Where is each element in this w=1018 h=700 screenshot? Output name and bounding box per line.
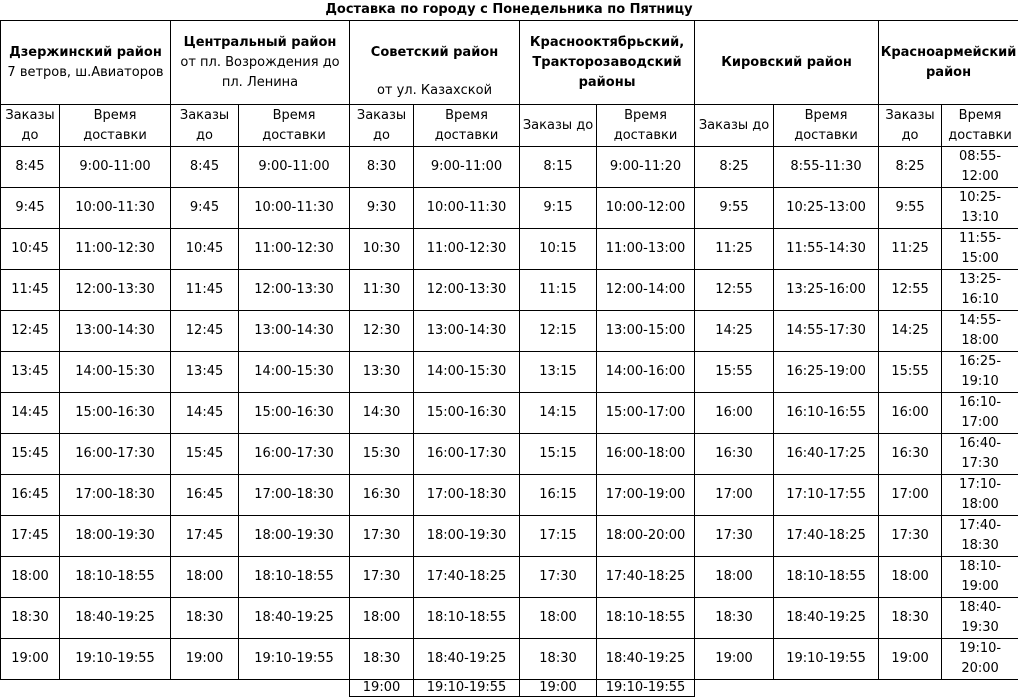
order-deadline-cell: 11:25 (695, 229, 774, 270)
delivery-schedule-table (0, 20, 1018, 697)
delivery-window-cell: 13:25-16:10 (942, 270, 1018, 311)
delivery-window-cell: 18:40-19:25 (239, 598, 350, 639)
order-deadline-cell: 9:55 (879, 188, 942, 229)
order-deadline-cell: 13:30 (350, 352, 414, 393)
delivery-window-cell: 14:00-15:30 (239, 352, 350, 393)
order-deadline-cell: 16:45 (1, 475, 60, 516)
delivery-window-cell: 17:00-19:00 (597, 475, 695, 516)
delivery-window-cell: 18:40-19:25 (774, 598, 879, 639)
order-deadline-cell: 12:55 (879, 270, 942, 311)
delivery-window-cell: 10:00-11:30 (239, 188, 350, 229)
delivery-window-cell: 08:55-12:00 (942, 147, 1018, 188)
delivery-window-cell: 12:00-13:30 (239, 270, 350, 311)
order-deadline-cell: 11:30 (350, 270, 414, 311)
delivery-window-cell: 11:00-12:30 (239, 229, 350, 270)
district-name: Красноармейский район (880, 44, 1017, 80)
order-deadline-cell: 9:55 (695, 188, 774, 229)
order-deadline-cell: 8:25 (695, 147, 774, 188)
delivery-window-cell: 12:00-14:00 (597, 270, 695, 311)
order-deadline-cell: 17:30 (879, 516, 942, 557)
empty-cell (1, 680, 350, 697)
delivery-window-cell: 10:25-13:00 (774, 188, 879, 229)
delivery-window-cell: 16:25-19:10 (942, 352, 1018, 393)
delivery-window-cell: 16:00-17:30 (60, 434, 171, 475)
delivery-window-cell: 16:40-17:25 (774, 434, 879, 475)
order-deadline-cell: 17:30 (520, 557, 597, 598)
order-deadline-cell: 17:30 (350, 557, 414, 598)
delivery-window-cell: 16:25-19:00 (774, 352, 879, 393)
delivery-window-cell: 19:10-19:55 (239, 639, 350, 680)
delivery-window-cell: 13:00-15:00 (597, 311, 695, 352)
delivery-window-cell: 18:10-18:55 (239, 557, 350, 598)
order-deadline-cell: 19:00 (350, 680, 414, 697)
order-deadline-cell: 10:45 (171, 229, 239, 270)
delivery-window-cell: 18:40-19:25 (597, 639, 695, 680)
delivery-window-cell: 13:00-14:30 (239, 311, 350, 352)
order-deadline-cell: 14:15 (520, 393, 597, 434)
delivery-window-cell: 9:00-11:20 (597, 147, 695, 188)
delivery-window-cell: 17:00-18:30 (239, 475, 350, 516)
order-deadline-cell: 16:45 (171, 475, 239, 516)
order-deadline-cell: 9:45 (1, 188, 60, 229)
delivery-window-cell: 16:10-16:55 (774, 393, 879, 434)
order-deadline-cell: 14:25 (695, 311, 774, 352)
delivery-window-cell: 8:55-11:30 (774, 147, 879, 188)
delivery-window-cell: 11:55-14:30 (774, 229, 879, 270)
order-deadline-cell: 16:30 (879, 434, 942, 475)
orders-until-header: Заказы до (879, 105, 942, 147)
delivery-time-header: Время доставки (60, 105, 171, 147)
delivery-window-cell: 17:40-18:25 (597, 557, 695, 598)
delivery-window-cell: 18:10-19:00 (942, 557, 1018, 598)
order-deadline-cell: 18:00 (171, 557, 239, 598)
order-deadline-cell: 13:45 (1, 352, 60, 393)
delivery-window-cell: 9:00-11:00 (414, 147, 520, 188)
district-header (171, 21, 350, 105)
order-deadline-cell: 9:45 (171, 188, 239, 229)
delivery-window-cell: 19:10-20:00 (942, 639, 1018, 680)
order-deadline-cell: 17:15 (520, 516, 597, 557)
order-deadline-cell: 13:15 (520, 352, 597, 393)
order-deadline-cell: 17:00 (695, 475, 774, 516)
delivery-time-header: Время доставки (414, 105, 520, 147)
order-deadline-cell: 15:15 (520, 434, 597, 475)
delivery-window-cell: 18:40-19:25 (60, 598, 171, 639)
schedule-body (1, 147, 1018, 697)
column-header-row (1, 105, 1018, 147)
order-deadline-cell: 16:00 (879, 393, 942, 434)
district-subtitle: 7 ветров, ш.Авиаторов (7, 64, 164, 80)
delivery-window-cell: 11:00-13:00 (597, 229, 695, 270)
delivery-window-cell: 16:00-17:30 (239, 434, 350, 475)
order-deadline-cell: 19:00 (520, 680, 597, 697)
order-deadline-cell: 16:30 (350, 475, 414, 516)
delivery-window-cell: 19:10-19:55 (414, 680, 520, 697)
order-deadline-cell: 17:00 (879, 475, 942, 516)
order-deadline-cell: 15:45 (1, 434, 60, 475)
delivery-window-cell: 16:40-17:30 (942, 434, 1018, 475)
orders-until-header: Заказы до (350, 105, 414, 147)
order-deadline-cell: 11:15 (520, 270, 597, 311)
delivery-window-cell: 10:00-11:30 (60, 188, 171, 229)
order-deadline-cell: 9:30 (350, 188, 414, 229)
delivery-window-cell: 15:00-16:30 (60, 393, 171, 434)
delivery-time-header: Время доставки (239, 105, 350, 147)
table-row (1, 270, 1018, 311)
order-deadline-cell: 19:00 (1, 639, 60, 680)
table-row (1, 311, 1018, 352)
delivery-window-cell: 18:10-18:55 (597, 598, 695, 639)
order-deadline-cell: 14:30 (350, 393, 414, 434)
district-name: Краснооктябрьский, Тракторозаводский районы (529, 34, 685, 90)
delivery-window-cell: 19:10-19:55 (60, 639, 171, 680)
delivery-time-header: Время доставки (774, 105, 879, 147)
order-deadline-cell: 17:45 (171, 516, 239, 557)
empty-cell (695, 680, 1018, 697)
table-row (1, 393, 1018, 434)
delivery-window-cell: 16:10-17:00 (942, 393, 1018, 434)
order-deadline-cell: 12:45 (1, 311, 60, 352)
table-row (1, 229, 1018, 270)
delivery-window-cell: 13:00-14:30 (60, 311, 171, 352)
district-name: Советский район (370, 45, 499, 60)
delivery-window-cell: 10:00-12:00 (597, 188, 695, 229)
delivery-window-cell: 13:25-16:00 (774, 270, 879, 311)
order-deadline-cell: 18:00 (879, 557, 942, 598)
district-name: Центральный район (183, 34, 337, 50)
order-deadline-cell: 17:30 (695, 516, 774, 557)
table-row (1, 475, 1018, 516)
delivery-window-cell: 17:40-18:25 (414, 557, 520, 598)
delivery-window-cell: 18:00-20:00 (597, 516, 695, 557)
delivery-window-cell: 9:00-11:00 (60, 147, 171, 188)
order-deadline-cell: 19:00 (171, 639, 239, 680)
district-header (520, 21, 695, 105)
delivery-time-header: Время доставки (942, 105, 1018, 147)
delivery-window-cell: 18:10-18:55 (60, 557, 171, 598)
table-row (1, 434, 1018, 475)
delivery-window-cell: 14:55-17:30 (774, 311, 879, 352)
table-row (1, 147, 1018, 188)
district-name: Дзержинский район (9, 44, 162, 60)
order-deadline-cell: 14:45 (1, 393, 60, 434)
order-deadline-cell: 18:30 (171, 598, 239, 639)
order-deadline-cell: 18:00 (695, 557, 774, 598)
delivery-window-cell: 9:00-11:00 (239, 147, 350, 188)
delivery-window-cell: 10:25-13:10 (942, 188, 1018, 229)
district-header (1, 21, 171, 105)
order-deadline-cell: 17:45 (1, 516, 60, 557)
delivery-window-cell: 11:55-15:00 (942, 229, 1018, 270)
district-subtitle: от пл. Возрождения до пл. Ленина (180, 54, 340, 90)
order-deadline-cell: 8:45 (171, 147, 239, 188)
order-deadline-cell: 13:45 (171, 352, 239, 393)
delivery-window-cell: 17:00-18:30 (60, 475, 171, 516)
district-header (350, 21, 520, 105)
delivery-window-cell: 14:55-18:00 (942, 311, 1018, 352)
order-deadline-cell: 17:30 (350, 516, 414, 557)
district-name: Кировский район (721, 54, 852, 70)
order-deadline-cell: 11:45 (1, 270, 60, 311)
delivery-window-cell: 17:10-18:00 (942, 475, 1018, 516)
order-deadline-cell: 18:00 (1, 557, 60, 598)
delivery-window-cell: 18:00-19:30 (414, 516, 520, 557)
page-title: Доставка по городу с Понедельника по Пятницу (325, 2, 693, 17)
order-deadline-cell: 18:30 (695, 598, 774, 639)
orders-until-header: Заказы до (1, 105, 60, 147)
district-header (695, 21, 879, 105)
delivery-window-cell: 15:00-16:30 (239, 393, 350, 434)
delivery-time-header: Время доставки (597, 105, 695, 147)
delivery-window-cell: 17:40-18:30 (942, 516, 1018, 557)
delivery-window-cell: 14:00-15:30 (414, 352, 520, 393)
table-row (1, 188, 1018, 229)
table-row (1, 516, 1018, 557)
order-deadline-cell: 16:15 (520, 475, 597, 516)
order-deadline-cell: 10:30 (350, 229, 414, 270)
orders-until-header: Заказы до (695, 105, 774, 147)
order-deadline-cell: 18:00 (350, 598, 414, 639)
delivery-window-cell: 18:40-19:30 (942, 598, 1018, 639)
delivery-window-cell: 17:10-17:55 (774, 475, 879, 516)
order-deadline-cell: 11:45 (171, 270, 239, 311)
table-row (1, 598, 1018, 639)
order-deadline-cell: 11:25 (879, 229, 942, 270)
delivery-window-cell: 11:00-12:30 (60, 229, 171, 270)
delivery-window-cell: 17:40-18:25 (774, 516, 879, 557)
order-deadline-cell: 14:25 (879, 311, 942, 352)
order-deadline-cell: 16:30 (695, 434, 774, 475)
orders-until-header: Заказы до (520, 105, 597, 147)
delivery-window-cell: 12:00-13:30 (414, 270, 520, 311)
delivery-window-cell: 11:00-12:30 (414, 229, 520, 270)
table-row (1, 352, 1018, 393)
table-row (1, 557, 1018, 598)
delivery-window-cell: 10:00-11:30 (414, 188, 520, 229)
order-deadline-cell: 8:25 (879, 147, 942, 188)
delivery-window-cell: 19:10-19:55 (774, 639, 879, 680)
order-deadline-cell: 8:15 (520, 147, 597, 188)
delivery-window-cell: 18:00-19:30 (239, 516, 350, 557)
order-deadline-cell: 9:15 (520, 188, 597, 229)
order-deadline-cell: 15:30 (350, 434, 414, 475)
district-header (879, 21, 1018, 105)
table-row (1, 639, 1018, 680)
order-deadline-cell: 15:55 (879, 352, 942, 393)
delivery-window-cell: 17:00-18:30 (414, 475, 520, 516)
order-deadline-cell: 16:00 (695, 393, 774, 434)
orders-until-header: Заказы до (171, 105, 239, 147)
order-deadline-cell: 18:00 (520, 598, 597, 639)
order-deadline-cell: 8:45 (1, 147, 60, 188)
order-deadline-cell: 10:15 (520, 229, 597, 270)
order-deadline-cell: 18:30 (520, 639, 597, 680)
order-deadline-cell: 19:00 (695, 639, 774, 680)
delivery-window-cell: 18:40-19:25 (414, 639, 520, 680)
order-deadline-cell: 18:30 (1, 598, 60, 639)
delivery-window-cell: 18:00-19:30 (60, 516, 171, 557)
order-deadline-cell: 14:45 (171, 393, 239, 434)
delivery-window-cell: 13:00-14:30 (414, 311, 520, 352)
delivery-window-cell: 16:00-18:00 (597, 434, 695, 475)
district-subtitle: от ул. Казахской (376, 83, 493, 98)
delivery-window-cell: 14:00-16:00 (597, 352, 695, 393)
order-deadline-cell: 15:55 (695, 352, 774, 393)
order-deadline-cell: 12:15 (520, 311, 597, 352)
delivery-window-cell: 15:00-16:30 (414, 393, 520, 434)
order-deadline-cell: 15:45 (171, 434, 239, 475)
delivery-window-cell: 18:10-18:55 (774, 557, 879, 598)
order-deadline-cell: 10:45 (1, 229, 60, 270)
order-deadline-cell: 12:55 (695, 270, 774, 311)
delivery-window-cell: 16:00-17:30 (414, 434, 520, 475)
order-deadline-cell: 12:45 (171, 311, 239, 352)
delivery-window-cell: 12:00-13:30 (60, 270, 171, 311)
delivery-window-cell: 15:00-17:00 (597, 393, 695, 434)
delivery-window-cell: 19:10-19:55 (597, 680, 695, 697)
district-header-row (1, 21, 1018, 105)
table-row-extra (1, 680, 1018, 697)
order-deadline-cell: 19:00 (879, 639, 942, 680)
order-deadline-cell: 18:30 (350, 639, 414, 680)
delivery-window-cell: 14:00-15:30 (60, 352, 171, 393)
order-deadline-cell: 8:30 (350, 147, 414, 188)
order-deadline-cell: 18:30 (879, 598, 942, 639)
order-deadline-cell: 12:30 (350, 311, 414, 352)
delivery-window-cell: 18:10-18:55 (414, 598, 520, 639)
